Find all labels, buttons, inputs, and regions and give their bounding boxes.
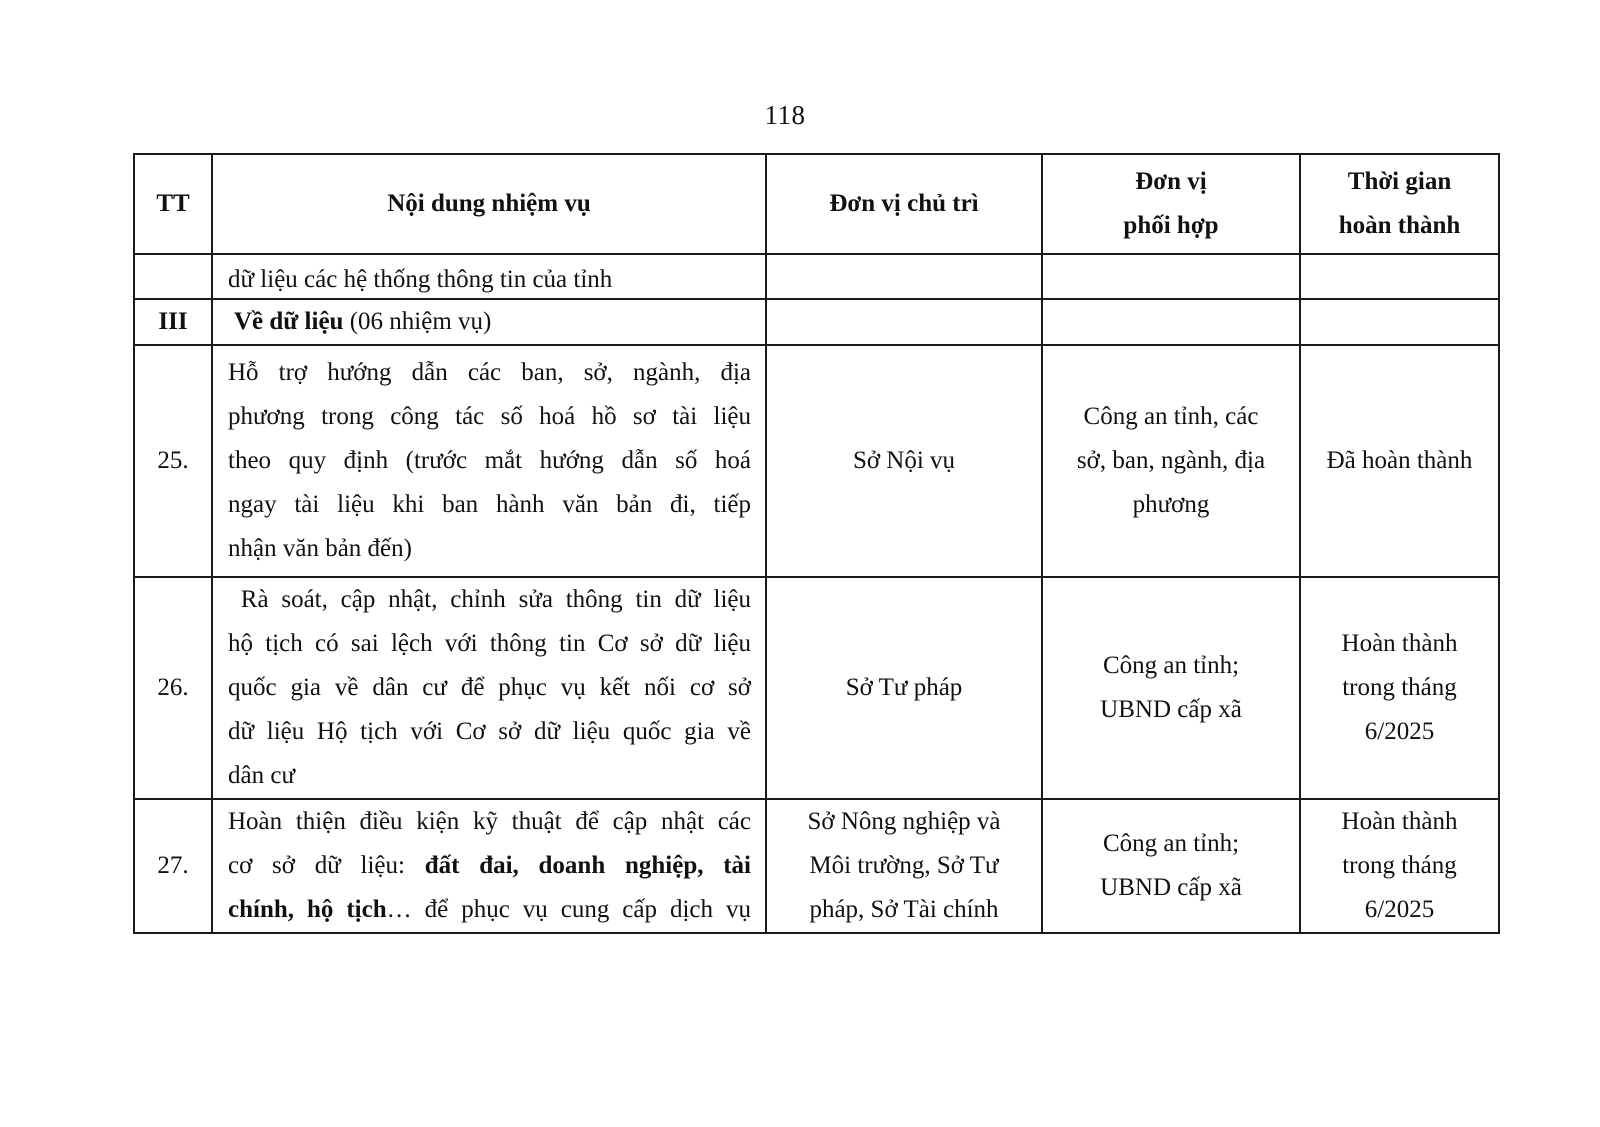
cell-time bbox=[1300, 345, 1499, 577]
section-title bbox=[212, 299, 766, 345]
cell-tt bbox=[134, 254, 212, 299]
coop-line: sở, ban, ngành, địa bbox=[1076, 447, 1266, 474]
table-row-continuation bbox=[134, 254, 1499, 299]
cell-coop-unit bbox=[1042, 799, 1300, 933]
continuation-text: dữ liệu các hệ thống thông tin của tỉnh bbox=[228, 265, 613, 293]
lead-line: Sở Nông nghiệp và bbox=[807, 808, 1001, 835]
time-line: trong tháng bbox=[1342, 852, 1457, 879]
content-line: hộ tịch có sai lệch với thông tin Cơ sở dữ liệu bbox=[228, 630, 751, 657]
cell-coop-unit bbox=[1042, 577, 1300, 799]
cell-time bbox=[1300, 577, 1499, 799]
coop-line: phương bbox=[1132, 491, 1210, 518]
coop-line: Công an tỉnh; bbox=[1102, 830, 1240, 857]
cell-tt: 25. bbox=[134, 345, 212, 577]
header-coop-unit bbox=[1042, 154, 1300, 254]
lead-line: pháp, Sở Tài chính bbox=[809, 896, 999, 923]
page-number bbox=[0, 100, 1600, 131]
content-line: dân cư bbox=[228, 762, 295, 789]
time-line: Hoàn thành bbox=[1341, 808, 1458, 835]
cell-coop-unit bbox=[1042, 299, 1300, 345]
section-number: III bbox=[134, 299, 212, 345]
time-line: 6/2025 bbox=[1364, 718, 1435, 745]
coop-line: Công an tỉnh, các bbox=[1083, 403, 1259, 430]
header-time bbox=[1300, 154, 1499, 254]
cell-content bbox=[212, 577, 766, 799]
table-row-section bbox=[134, 299, 1499, 345]
content-line: ngay tài liệu khi ban hành văn bản đi, tiếp bbox=[228, 491, 751, 518]
table-row bbox=[134, 577, 1499, 799]
cell-lead-unit bbox=[766, 799, 1042, 933]
time-line: Hoàn thành bbox=[1341, 630, 1458, 657]
table-row bbox=[134, 799, 1499, 933]
cell-lead-unit bbox=[766, 254, 1042, 299]
cell-lead-unit: Sở Tư pháp bbox=[766, 577, 1042, 799]
cell-content bbox=[212, 345, 766, 577]
header-lead-unit: Đơn vị chủ trì bbox=[766, 154, 1042, 254]
content-bold: đất đai, doanh nghiệp, tài bbox=[424, 852, 751, 879]
cell-time bbox=[1300, 299, 1499, 345]
coop-line: Công an tỉnh; bbox=[1102, 652, 1240, 679]
time-line: Đã hoàn thành bbox=[1326, 447, 1473, 474]
time-line: 6/2025 bbox=[1364, 896, 1435, 923]
content-bold: chính, hộ tịch bbox=[228, 896, 387, 923]
content-plain: cơ sở dữ liệu: bbox=[228, 852, 425, 879]
coop-line: UBND cấp xã bbox=[1100, 874, 1242, 901]
header-time-line2: hoàn thành bbox=[1338, 212, 1461, 239]
task-table bbox=[133, 153, 1500, 934]
cell-coop-unit bbox=[1042, 345, 1300, 577]
table-row bbox=[134, 345, 1499, 577]
cell-tt: 26. bbox=[134, 577, 212, 799]
table-header-row bbox=[134, 154, 1499, 254]
content-line: dữ liệu Hộ tịch với Cơ sở dữ liệu quốc gia về bbox=[228, 718, 751, 745]
section-title-bold: Về dữ liệu bbox=[234, 308, 344, 335]
section-title-rest: (06 nhiệm vụ) bbox=[343, 308, 492, 335]
content-line: phương trong công tác số hoá hồ sơ tài liệu bbox=[228, 403, 751, 430]
page-number-text: 118 bbox=[764, 100, 806, 130]
cell-time bbox=[1300, 254, 1499, 299]
cell-time bbox=[1300, 799, 1499, 933]
cell-coop-unit bbox=[1042, 254, 1300, 299]
content-plain: … để phục vụ cung cấp dịch vụ bbox=[386, 896, 751, 923]
content-line: Rà soát, cập nhật, chỉnh sửa thông tin dữ liệu bbox=[228, 586, 751, 613]
header-content: Nội dung nhiệm vụ bbox=[212, 154, 766, 254]
cell-lead-unit: Sở Nội vụ bbox=[766, 345, 1042, 577]
content-line bbox=[228, 844, 751, 888]
content-line: Hỗ trợ hướng dẫn các ban, sở, ngành, địa bbox=[228, 359, 751, 386]
header-tt: TT bbox=[134, 154, 212, 254]
cell-content bbox=[212, 799, 766, 933]
content-line: Hoàn thiện điều kiện kỹ thuật để cập nhật các bbox=[228, 808, 751, 835]
cell-content bbox=[212, 254, 766, 299]
cell-tt: 27. bbox=[134, 799, 212, 933]
content-line: theo quy định (trước mắt hướng dẫn số hoá bbox=[228, 447, 751, 474]
content-line: nhận văn bản đến) bbox=[228, 535, 412, 562]
header-coop-unit-line2: phối hợp bbox=[1123, 212, 1219, 239]
cell-lead-unit bbox=[766, 299, 1042, 345]
content-line: quốc gia về dân cư để phục vụ kết nối cơ sở bbox=[228, 674, 751, 701]
lead-line: Môi trường, Sở Tư bbox=[809, 852, 999, 879]
time-line: trong tháng bbox=[1342, 674, 1457, 701]
coop-line: UBND cấp xã bbox=[1100, 696, 1242, 723]
content-line bbox=[228, 888, 751, 932]
header-time-line1: Thời gian bbox=[1347, 168, 1452, 195]
header-coop-unit-line1: Đơn vị bbox=[1135, 168, 1207, 195]
